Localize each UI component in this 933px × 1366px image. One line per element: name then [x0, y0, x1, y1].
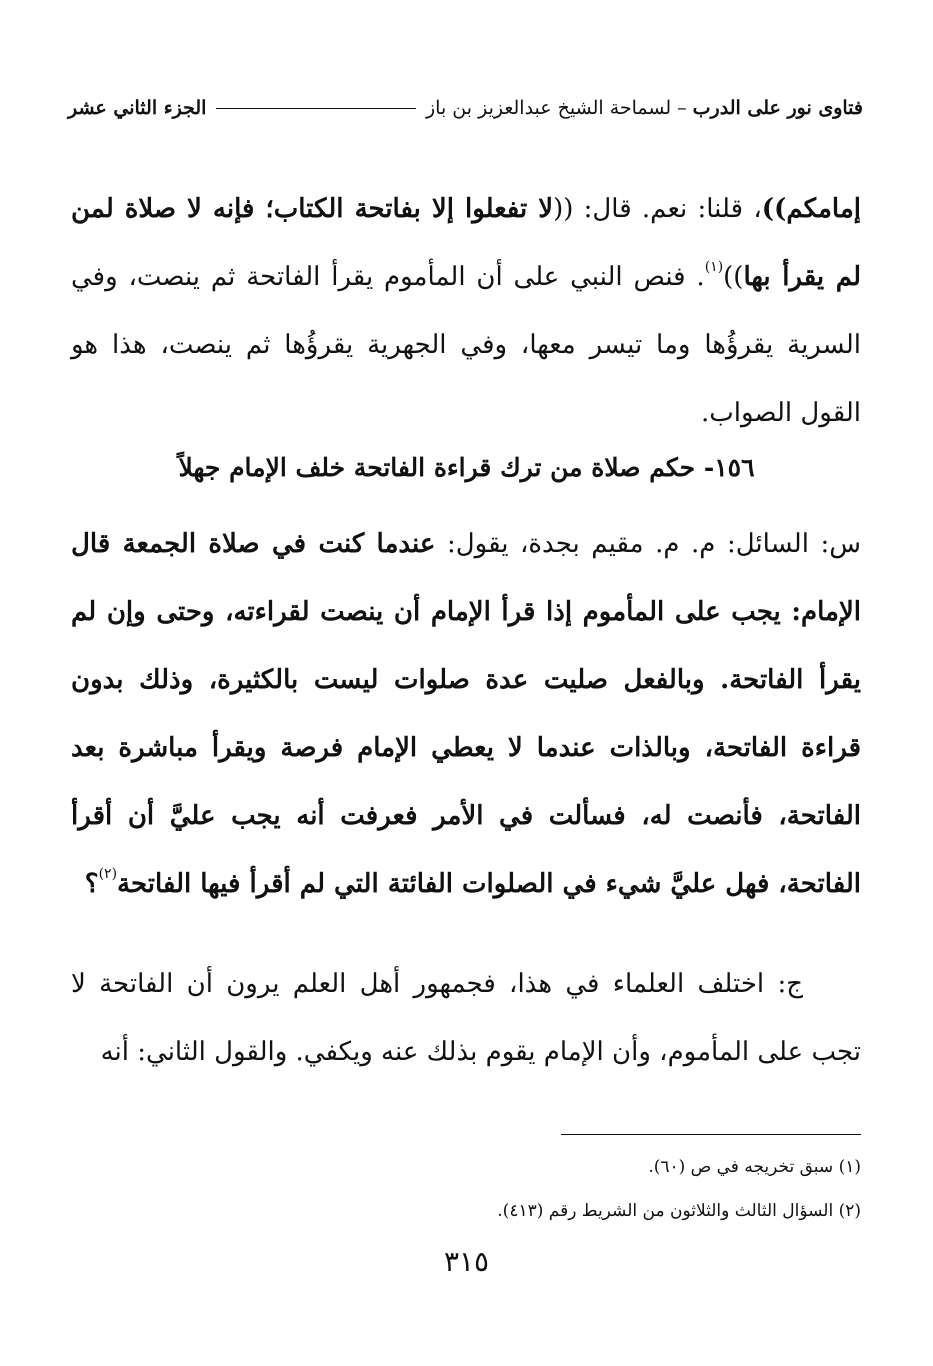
header-rule: [216, 108, 416, 109]
question-body: عندما كنت في صلاة الجمعة قال الإمام: يجب على المأموم إذا قرأ الإمام أن ينصت لقراءته، وحتى وإن لم يقرأ الفاتحة. وبالفعل صليت عدة صلوات ليست بالكثيرة، وذلك بدون قراءة الفاتحة، وبالذات عندما لا يعطي الإمام فرصة ويقرأ مباشرة بعد الفاتحة، فأنصت له، فسألت في الأمر فعرفت أنه يجب عليَّ أن أقرأ الفاتحة، فهل عليَّ شيء في الصلوات الفائتة التي لم أقرأ فيها الفاتحة: [71, 529, 861, 899]
footnote-2: (٢) السؤال الثالث والثلاثون من الشريط رقم (٤١٣).: [497, 1201, 861, 1221]
section-heading: [72, 440, 861, 496]
question-block: [71, 510, 861, 918]
header-part: الجزء الثاني عشر: [68, 97, 207, 119]
paragraph-1: [71, 175, 861, 447]
paragraph-1-hadith: لا تفعلوا إلا بفاتحة الكتاب؛ فإنه لا صلاة لمن لم يقرأ بها: [71, 194, 861, 292]
answer-text: ج: اختلف العلماء في هذا، فجمهور أهل العلم يرون أن الفاتحة لا تجب على المأموم، وأن الإمام يقوم بذلك عنه ويكفي. والقول الثاني: أنه: [71, 969, 861, 1067]
paragraph-1-ruling: . فنص النبي على أن المأموم يقرأ الفاتحة ثم ينصت، وفي السرية يقرؤُها وما تيسر معها، وفي الجهرية يقرؤُها ثم ينصت، هذا هو القول الصواب.: [71, 262, 861, 428]
page-number: ٣١٥: [443, 1245, 490, 1278]
paragraph-1-quote-close: )): [723, 262, 744, 292]
paragraph-1-dialogue: ، قلنا: نعم. قال: ((: [553, 194, 762, 224]
paragraph-1-hadith-end: إمامكم)): [761, 194, 861, 224]
answer-block: [71, 950, 861, 1086]
header-separator: –: [677, 97, 687, 119]
footnote-1: (١) سبق تخريجه في ص (٦٠).: [648, 1157, 861, 1177]
question-prefix: س: السائل: م. م. مقيم بجدة، يقول:: [435, 529, 861, 559]
footnote-ref-1: (١): [704, 259, 724, 275]
header-author: لسماحة الشيخ عبدالعزيز بن باز: [426, 97, 672, 119]
section-number: ١٥٦-: [703, 453, 755, 482]
footnote-divider: [561, 1134, 861, 1135]
running-header: [68, 88, 863, 128]
footnote-ref-2: (٢): [98, 866, 118, 882]
question-mark: ؟: [84, 869, 99, 899]
section-title: حكم صلاة من ترك قراءة الفاتحة خلف الإمام جهلاً: [178, 453, 696, 482]
book-title: فتاوى نور على الدرب: [692, 97, 863, 119]
